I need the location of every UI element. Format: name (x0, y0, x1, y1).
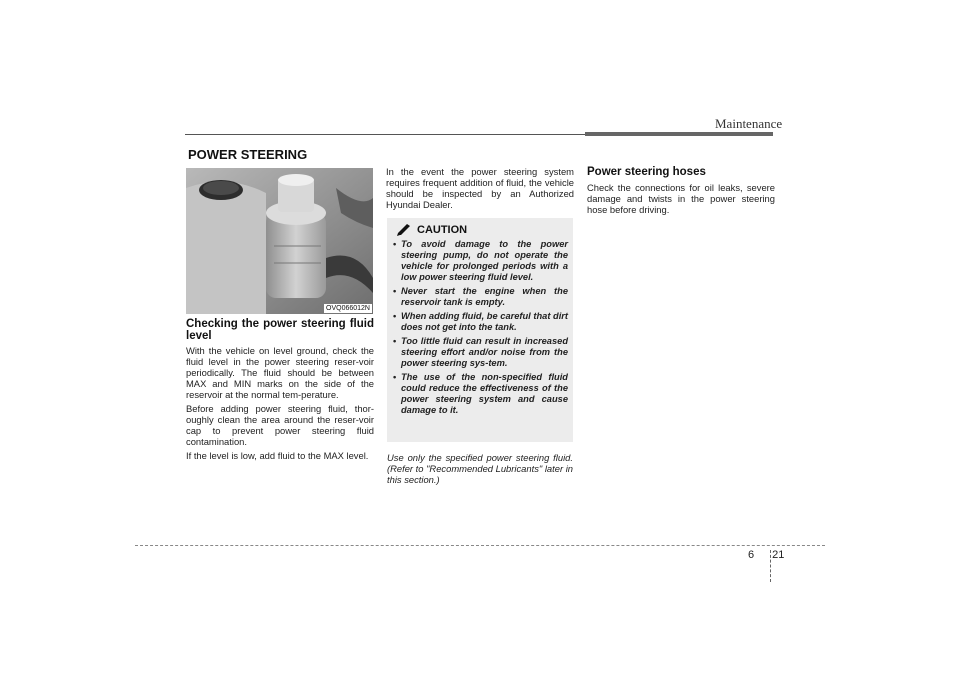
page-number-divider (770, 550, 771, 582)
fluid-level-heading: Checking the power steering fluid level (186, 318, 374, 342)
header-rule (185, 134, 585, 135)
page-title: POWER STEERING (188, 147, 308, 162)
caution-pencil-icon (397, 224, 411, 236)
section-label: Maintenance (715, 116, 783, 131)
page-number (748, 549, 784, 561)
page-number-value: 21 (772, 549, 785, 561)
fluid-level-section (186, 318, 374, 464)
photo-caption: OVQ066012N (326, 305, 370, 312)
caution-box (387, 218, 573, 442)
caution-title: CAUTION (417, 224, 468, 236)
caution-header (397, 224, 467, 236)
inspection-intro (386, 166, 574, 213)
caution-item: • The use of the non-specified fluid could reduce the effectiveness of the power steering system and cause damage to it. (392, 372, 568, 416)
reservoir-illustration (186, 168, 373, 314)
paragraph: Check the connections for oil leaks, severe damage and twists in the power steering hose before driving. (587, 182, 775, 215)
header-rule-thick (585, 132, 773, 136)
caution-list (392, 239, 568, 419)
paragraph: If the level is low, add fluid to the MAX level. (186, 450, 369, 461)
caution-item: • To avoid damage to the power steering pump, do not operate the vehicle for prolonged periods with a low power steering fluid level. (392, 239, 568, 283)
paragraph: With the vehicle on level ground, check the fluid level in the power steering reser-voir periodically. The fluid should be between MAX and MIN marks on the side of the reservoir at the normal tem-perature. (186, 345, 374, 400)
footer-rule (135, 545, 825, 546)
caution-item: • Too little fluid can result in increased steering effort and/or noise from the power steering sys-tem. (392, 336, 568, 369)
chapter-number: 6 (748, 549, 755, 561)
hoses-section (587, 166, 775, 218)
reservoir-photo (186, 168, 373, 314)
paragraph: In the event the power steering system requires frequent addition of fluid, the vehicle should be inspected by an Authorized Hyundai Dealer. (386, 166, 574, 210)
hoses-heading: Power steering hoses (587, 166, 706, 178)
paragraph: Before adding power steering fluid, thor-oughly clean the area around the reser-voir cap to prevent power steering fluid contamination. (186, 403, 374, 447)
fluid-note: Use only the specified power steering fluid. (Refer to "Recommended Lubricants" later in this section.) (387, 452, 573, 485)
caution-item: • Never start the engine when the reservoir tank is empty. (392, 286, 568, 308)
caution-item: • When adding fluid, be careful that dirt does not get into the tank. (392, 311, 568, 333)
